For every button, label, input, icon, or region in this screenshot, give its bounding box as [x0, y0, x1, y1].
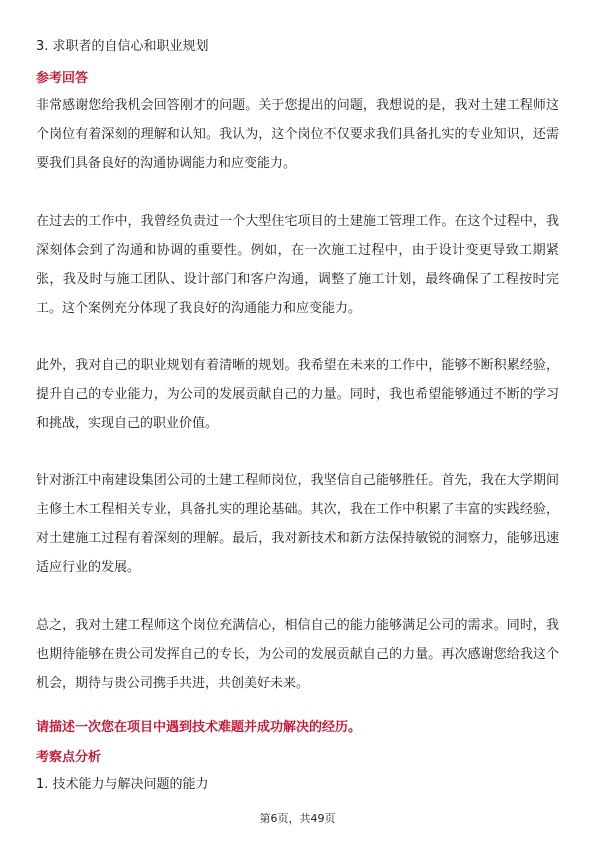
question-heading: 请描述一次您在项目中遇到技术难题并成功解决的经历。: [36, 720, 362, 735]
page-number: 第6页，共49页: [259, 812, 336, 825]
answer-paragraph-5: 总之，我对土建工程师这个岗位充满信心，相信自己的能力能够满足公司的需求。同时，我也期待能够在贵公司发挥自己的专长，为公司的发展贡献自己的力量。再次感谢您给我这个机会，期待与贵公司携手共进，共创美好未来。: [36, 618, 559, 691]
answer-paragraph-2: 在过去的工作中，我曾经负责过一个大型住宅项目的土建施工管理工作。在这个过程中，我深刻体会到了沟通和协调的重要性。例如，在一次施工过程中，由于设计变更导致工期紧张，我及时与施工团队、设计部门和客户沟通，调整了施工计划，最终确保了工程按时完工。这个案例充分体现了我良好的沟通能力和应变能力。: [36, 214, 559, 316]
analysis-label: 考察点分析: [36, 750, 102, 765]
answer-paragraph-3: 此外，我对自己的职业规划有着清晰的规划。我希望在未来的工作中，能够不断积累经验，提升自己的专业能力，为公司的发展贡献自己的力量。同时，我也希望能够通过不断的学习和挑战，实现自己的职业价值。: [36, 358, 559, 431]
answer-paragraph-1: 非常感谢您给我机会回答刚才的问题。关于您提出的问题，我想说的是，我对土建工程师这个岗位有着深刻的理解和认知。我认为，这个岗位不仅要求我们具备扎实的专业知识，还需要我们具备良好的沟通协调能力和应变能力。: [36, 98, 559, 171]
section-heading: 3. 求职者的自信心和职业规划: [36, 39, 209, 54]
analysis-item: 1. 技术能力与解决问题的能力: [36, 777, 209, 792]
answer-label: 参考回答: [36, 71, 89, 86]
answer-paragraph-4: 针对浙江中南建设集团公司的土建工程师岗位，我坚信自己能够胜任。首先，我在大学期间主修土木工程相关专业，具备扎实的理论基础。其次，我在工作中积累了丰富的实践经验，对土建施工过程有着深刻的理解。最后，我对新技术和新方法保持敏锐的洞察力，能够迅速适应行业的发展。: [36, 473, 559, 575]
